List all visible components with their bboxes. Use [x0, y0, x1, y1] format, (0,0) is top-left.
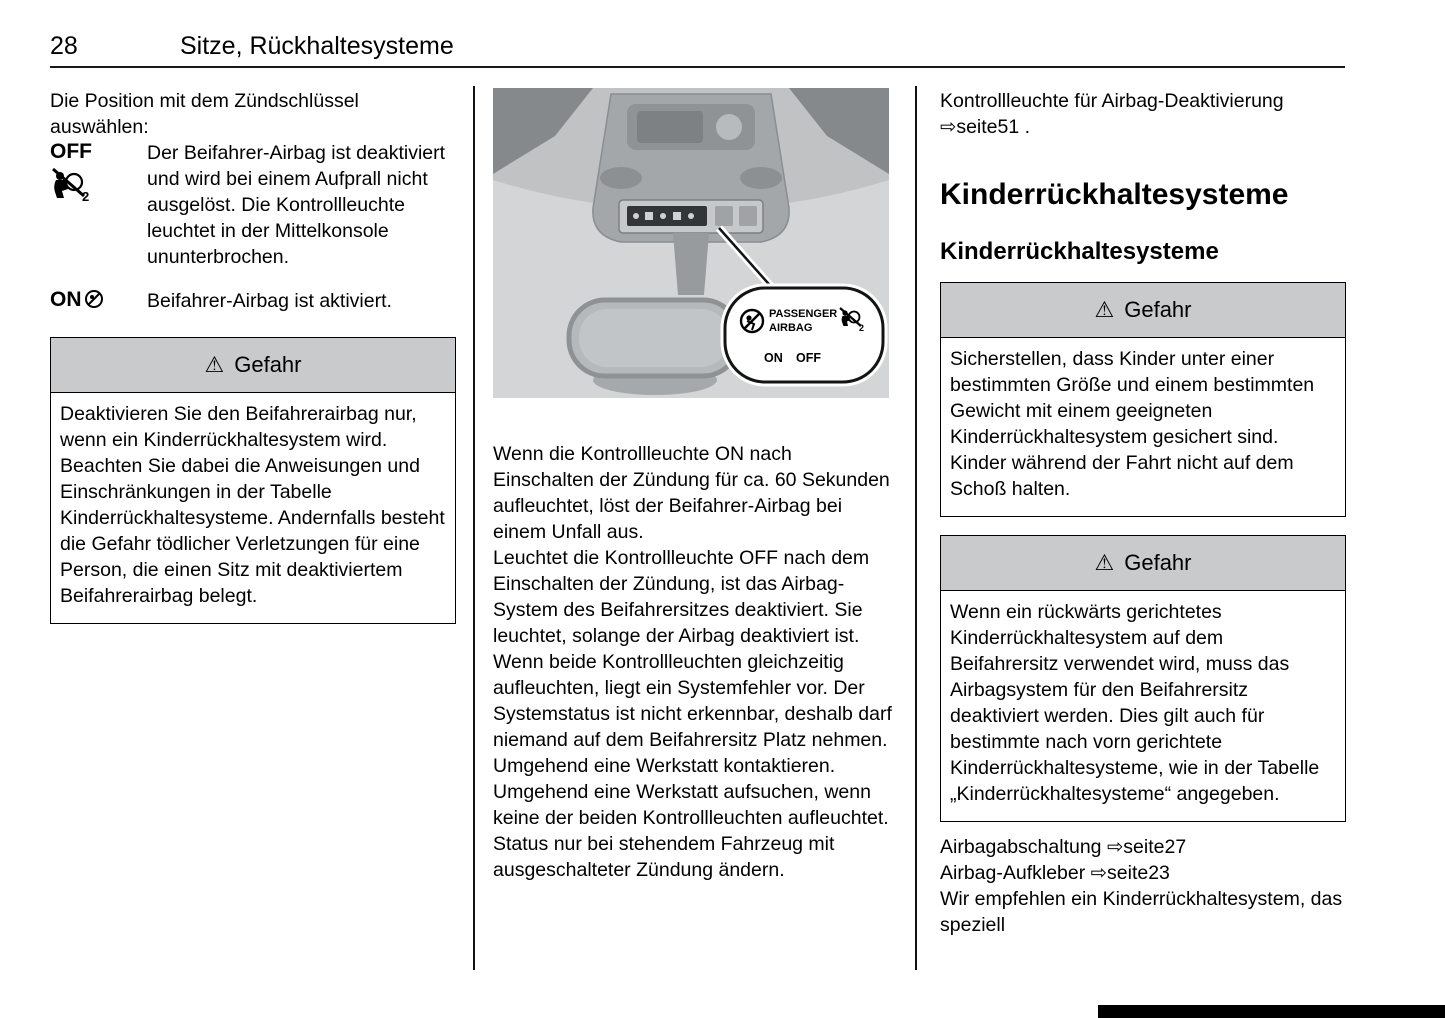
header-rule: [50, 66, 1345, 68]
paragraph: Wenn beide Kontrollleuchten gleichzeitig aufleuchten, liegt ein Systemfehler vor. Der Systemstatus ist nicht erkennbar, deshalb darf niemand auf dem Beifahrersitz Platz nehmen. Umgehend eine Werkstatt kontaktieren.: [493, 651, 892, 777]
definition-on: [50, 288, 456, 315]
paragraph: Wenn die Kontrollleuchte ON nach Einschalten der Zündung für ca. 60 Sekunden aufleuchtet, löst der Beifahrer-Airbag bei einem Unfall aus.: [493, 443, 890, 543]
on-description: Beifahrer-Airbag ist aktiviert.: [147, 290, 392, 312]
column-left: [50, 88, 456, 624]
airbag-on-icon: [84, 291, 104, 314]
page-title: Sitze, Rückhaltesysteme: [180, 32, 454, 60]
reference-list: [940, 834, 1346, 938]
paragraph: Status nur bei stehendem Fahrzeug mit ausgeschalteter Zündung ändern.: [493, 833, 835, 881]
reference-label: Airbagabschaltung: [940, 836, 1107, 858]
on-label: ON: [50, 288, 82, 311]
danger-text: Wenn ein rückwärts gerichtetes Kinderrückhaltesystem auf dem Beifahrersitz verwendet wird, muss das Airbagsystem für den Beifahrersitz deaktiviert werden. Dies gilt auch für bestimmte nach vorn gerichtete Kinderrückhaltesysteme, wie in der Tabelle „Kinderrückhaltesysteme“ angegeben.: [950, 601, 1320, 805]
definition-term-on: [50, 288, 147, 315]
warning-triangle-icon: ⚠: [1094, 297, 1115, 322]
column-middle: [493, 88, 895, 883]
figure-label-passenger: PASSENGER: [769, 308, 838, 320]
page-footer-bar: [1098, 1005, 1445, 1018]
paragraph: Leuchtet die Kontrollleuchte OFF nach dem Einschalten der Zündung, ist das Airbag-System des Beifahrersitzes deaktiviert. Sie leuchtet, solange der Airbag deaktiviert ist.: [493, 547, 870, 647]
column-right: [940, 88, 1346, 938]
page-number: 28: [50, 32, 78, 60]
warning-triangle-icon: ⚠: [1094, 550, 1115, 575]
reference-line: [940, 834, 1346, 860]
danger-title: Gefahr: [234, 352, 302, 377]
figure-label-airbag: AIRBAG: [769, 322, 813, 334]
lead-label: Kontrollleuchte für Airbag-Deaktivierung: [940, 90, 1284, 112]
danger-box-header: [941, 283, 1345, 338]
danger-box-airbag: [50, 337, 456, 624]
column-divider-2: [915, 86, 917, 970]
figure-switch-on: ON: [764, 351, 783, 365]
off-label: OFF: [50, 140, 92, 163]
paragraph: Umgehend eine Werkstatt aufsuchen, wenn keine der beiden Kontrollleuchten aufleuchtet.: [493, 781, 889, 829]
page-reference-link[interactable]: ⇨seite27: [1106, 836, 1187, 858]
off-description: Der Beifahrer-Airbag ist deaktiviert und wird bei einem Aufprall nicht ausgelöst. Die Kontrollleuchte leuchtet in der Mittelkonsole ununterbrochen.: [147, 142, 446, 268]
danger-box-header: [941, 536, 1345, 591]
section-heading: Kinderrückhaltesysteme: [940, 178, 1289, 211]
reference-line: [940, 860, 1346, 886]
danger-text: Deaktivieren Sie den Beifahrerairbag nur, wenn ein Kinderrückhaltesystem wird. Beachten Sie dabei die Anweisungen und Einschränkungen in der Tabelle Kinderrückhaltesysteme. Andernfalls besteht die Gefahr tödlicher Verletzungen für eine Person, die einen Sitz mit deaktiviertem Beifahrerairbag belegt.: [60, 403, 445, 607]
svg-text:2: 2: [82, 189, 90, 202]
page-reference-link[interactable]: ⇨seite51: [940, 116, 1020, 138]
danger-title: Gefahr: [1124, 297, 1192, 322]
closing-text: Wir empfehlen ein Kinderrückhaltesystem, das speziell: [940, 888, 1343, 936]
danger-box-children-1: [940, 282, 1346, 517]
overhead-console-figure: [493, 88, 889, 398]
figure-switch-off: OFF: [796, 351, 821, 365]
danger-text: Sicherstellen, dass Kinder unter einer bestimmten Größe und einem bestimmten Gewicht mit einem geeigneten Kinderrückhaltesystem gesichert sind. Kinder während der Fahrt nicht auf dem Schoß halten.: [950, 348, 1315, 500]
warning-triangle-icon: ⚠: [204, 352, 225, 377]
page-reference-link[interactable]: ⇨seite23: [1090, 862, 1170, 884]
subsection-heading: Kinderrückhaltesysteme: [940, 238, 1219, 265]
lead-text: [940, 88, 1346, 140]
definition-term-off: [50, 140, 147, 270]
lead-suffix: .: [1019, 116, 1031, 138]
intro-paragraph: Die Position mit dem Zündschlüssel auswählen:: [50, 90, 359, 138]
danger-title: Gefahr: [1124, 550, 1192, 575]
definition-off: [50, 140, 456, 270]
page-header: [50, 32, 454, 60]
column-divider-1: [473, 86, 475, 970]
reference-label: Airbag-Aufkleber: [940, 862, 1091, 884]
danger-box-children-2: [940, 535, 1346, 822]
airbag-disabled-icon: [50, 168, 147, 208]
svg-text:2: 2: [859, 323, 865, 333]
danger-box-header: [51, 338, 455, 393]
